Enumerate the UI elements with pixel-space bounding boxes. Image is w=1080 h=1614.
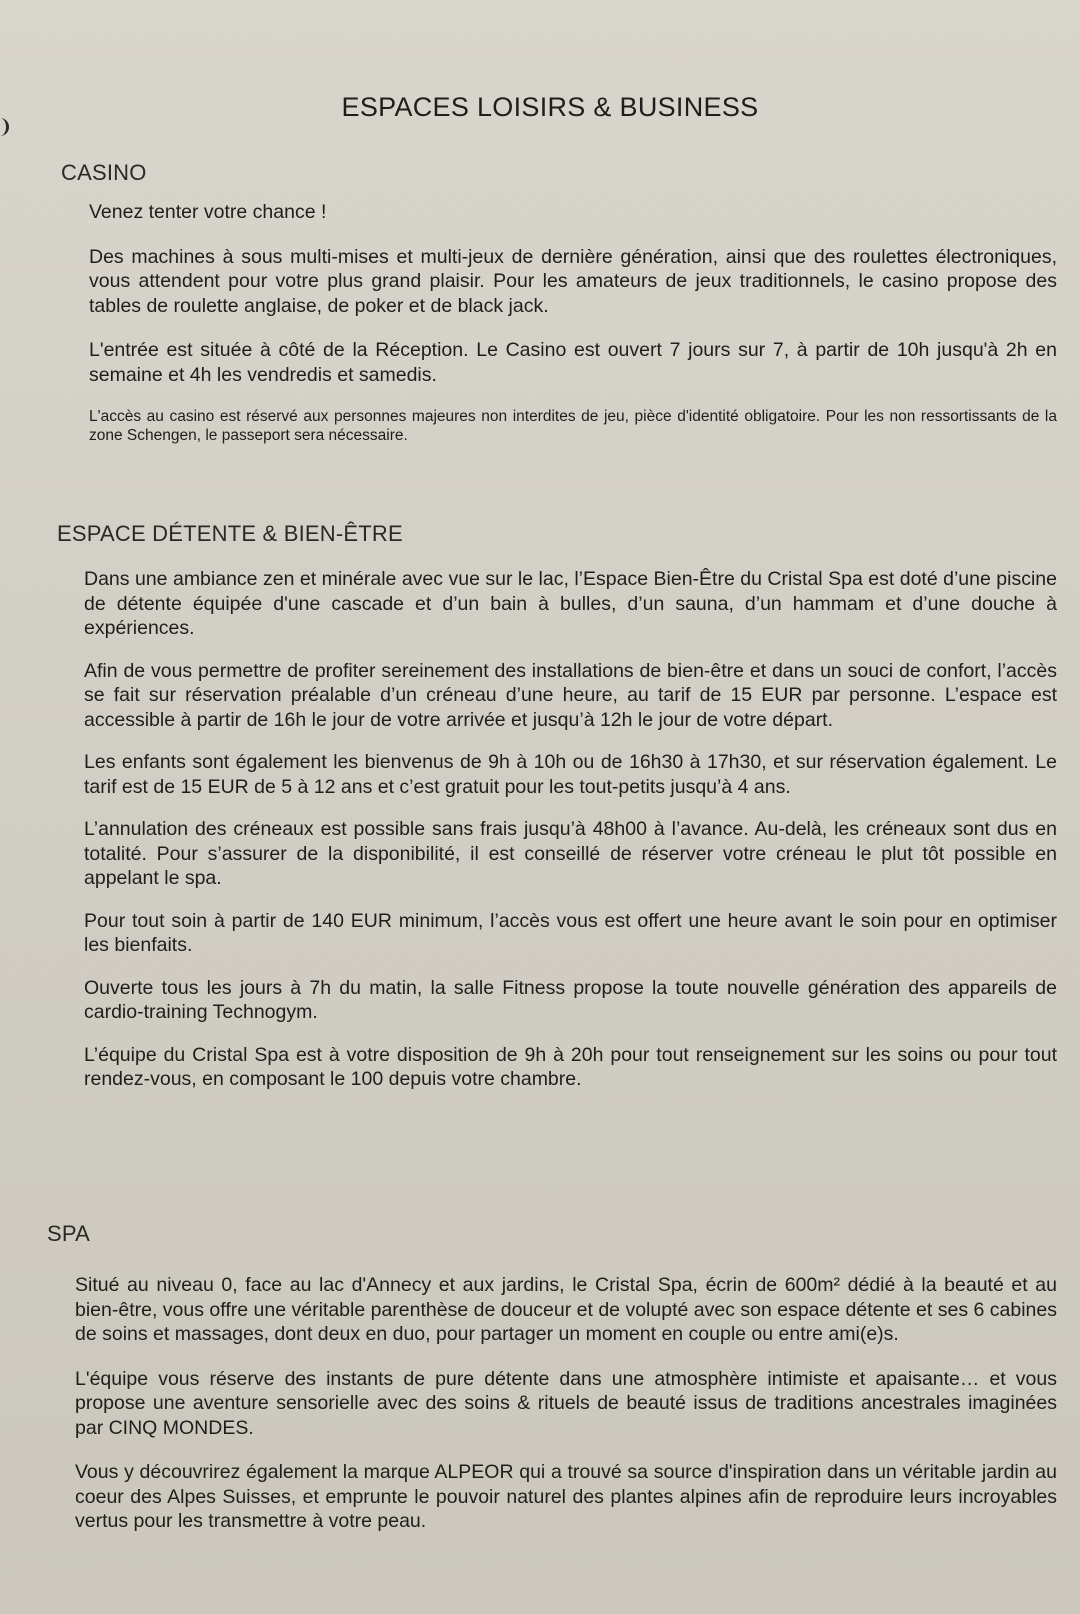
section-heading-spa: SPA xyxy=(47,1221,90,1246)
spa-paragraph: L'équipe vous réserve des instants de pure détente dans une atmosphère intimiste et apaisante… et vous propose une aventure sensorielle avec des soins & rituels de beauté issus de traditions ancestrales imaginées par CINQ MONDES. xyxy=(75,1367,1057,1439)
section-detente-bien-etre xyxy=(57,521,1057,1110)
detente-paragraph: L’équipe du Cristal Spa est à votre disposition de 9h à 20h pour tout renseignement sur les soins ou pour tout rendez-vous, en composant le 100 depuis votre chambre. xyxy=(84,1043,1057,1090)
document-title: ESPACES LOISIRS & BUSINESS xyxy=(341,92,759,122)
section-body-detente xyxy=(57,567,1057,1092)
detente-paragraph: Pour tout soin à partir de 140 EUR minimum, l’accès vous est offert une heure avant le soin pour en optimiser les bienfaits. xyxy=(84,909,1057,956)
detente-paragraph: Dans une ambiance zen et minérale avec vue sur le lac, l’Espace Bien-Être du Cristal Spa est doté d’une piscine de détente équipée d'une cascade et d’un bain à bulles, d’un sauna, d’un hammam et d’une douche à expériences. xyxy=(84,568,1057,639)
detente-paragraph: Ouverte tous les jours à 7h du matin, la salle Fitness propose la toute nouvelle génération des appareils de cardio-training Technogym. xyxy=(84,976,1057,1023)
section-body-spa xyxy=(47,1273,1057,1534)
spa-paragraph: Situé au niveau 0, face au lac d'Annecy et aux jardins, le Cristal Spa, écrin de 600m² dédié à la beauté et au bien-être, vous offre une véritable parenthèse de douceur et de volupté avec son espace détente et ses 6 cabines de soins et massages, dont deux en duo, pour partager un moment en couple ou entre ami(e)s. xyxy=(75,1274,1057,1345)
casino-paragraph: Venez tenter votre chance ! xyxy=(89,201,327,223)
detente-paragraph: Afin de vous permettre de profiter sereinement des installations de bien-être et dans un souci de confort, l’accès se fait sur réservation préalable d’un créneau d’une heure, au tarif de 15 EUR par personne. L’espace est accessible à partir de 16h le jour de votre arrivée et jusqu’à 12h le jour de votre départ. xyxy=(84,659,1057,731)
section-casino xyxy=(61,160,1057,463)
casino-legal-note: L'accès au casino est réservé aux personnes majeures non interdites de jeu, pièce d'identité obligatoire. Pour les non ressortissants de la zone Schengen, le passeport sera nécessaire. xyxy=(89,408,1057,444)
spa-paragraph: Vous y découvrirez également la marque ALPEOR qui a trouvé sa source d'inspiration dans un véritable jardin au coeur des Alpes Suisses, et emprunte le pouvoir naturel des plantes alpines afin de reproduire leurs incroyables vertus pour les transmettre à votre peau. xyxy=(75,1461,1057,1532)
section-heading-detente: ESPACE DÉTENTE & BIEN-ÊTRE xyxy=(57,521,403,546)
casino-paragraph: L'entrée est située à côté de la Réception. Le Casino est ouvert 7 jours sur 7, à partir de 10h jusqu'à 2h en semaine et 4h les vendredis et samedis. xyxy=(89,339,1057,386)
detente-paragraph: L’annulation des créneaux est possible sans frais jusqu’à 48h00 à l’avance. Au-delà, les créneaux sont dus en totalité. Pour s’assurer de la disponibilité, il est conseillé de réserver votre créneau le plut tôt possible en appelant le spa. xyxy=(84,818,1057,889)
section-heading-casino: CASINO xyxy=(61,160,147,185)
casino-paragraph: Des machines à sous multi-mises et multi-jeux de dernière génération, ainsi que des roulettes électroniques, vous attendent pour votre plus grand plaisir. Pour les amateurs de jeux traditionnels, le casino propose des tables de roulette anglaise, de poker et de black jack. xyxy=(89,245,1057,317)
detente-paragraph: Les enfants sont également les bienvenus de 9h à 10h ou de 16h30 à 17h30, et sur réservation également. Le tarif est de 15 EUR de 5 à 12 ans et c’est gratuit pour les tout-petits jusqu’à 4 ans. xyxy=(84,751,1057,798)
section-body-casino xyxy=(61,200,1057,445)
section-spa xyxy=(47,1221,1057,1552)
